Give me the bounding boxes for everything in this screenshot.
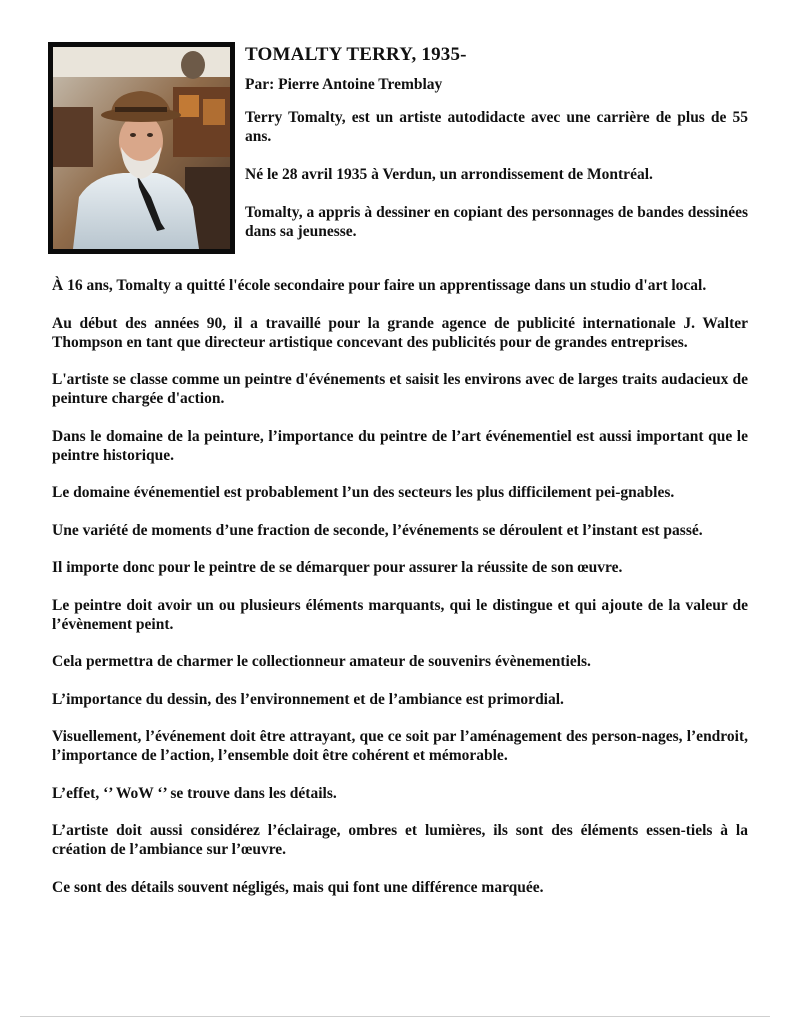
paragraph: À 16 ans, Tomalty a quitté l'école secondaire pour faire un apprentissage dans un studio d'art local. [52, 277, 707, 294]
paragraph: Au début des années 90, il a travaillé pour la grande agence de publicité internationale J. Walter Thompson en tant que directeur artistique concevant des publicités pour de grandes entreprises. [52, 314, 748, 351]
portrait-image [53, 47, 230, 249]
paragraph: Cela permettra de charmer le collectionneur amateur de souvenirs évènementiels. [52, 653, 591, 670]
paragraph: Dans le domaine de la peinture, l’importance du peintre de l’art événementiel est aussi important que le peintre historique. [52, 427, 748, 464]
paragraph: L’importance du dessin, des l’environnement et de l’ambiance est primordial. [52, 690, 564, 708]
paragraph: L'artiste se classe comme un peintre d'événements et saisit les environs avec de larges traits audacieux de peinture chargée d'action. [52, 371, 748, 407]
portrait-photo [48, 42, 235, 254]
byline: Par: Pierre Antoine Tremblay [245, 76, 443, 93]
paragraph: L’artiste doit aussi considérez l’éclairage, ombres et lumières, ils sont des éléments essen-tiels à la création de l’ambiance sur l’œuvre. [52, 822, 748, 858]
intro-paragraph: Terry Tomalty, est un artiste autodidacte avec une carrière de plus de 55 ans. [245, 109, 748, 145]
paragraph: Une variété de moments d’une fraction de seconde, l’événements se déroulent et l’instant est passé. [52, 521, 703, 539]
intro-paragraph: Tomalty, a appris à dessiner en copiant des personnages de bandes dessinées dans sa jeunesse. [245, 204, 748, 240]
paragraph: Il importe donc pour le peintre de se démarquer pour assurer la réussite de son œuvre. [52, 559, 623, 576]
page-title: TOMALTY TERRY, 1935- [245, 44, 467, 65]
intro-paragraph: Né le 28 avril 1935 à Verdun, un arrondissement de Montréal. [245, 166, 653, 183]
paragraph: Le peintre doit avoir un ou plusieurs éléments marquants, qui le distingue et qui ajoute de la valeur de l’évènement peint. [52, 596, 748, 633]
paragraph: Ce sont des détails souvent négligés, mais qui font une différence marquée. [52, 878, 544, 896]
intro-block [245, 44, 748, 260]
paragraph: Visuellement, l’événement doit être attrayant, que ce soit par l’aménagement des person-nages, l’endroit, l’importance de l’action, l’ensemble doit être cohérent et mémorable. [52, 728, 748, 764]
body-text [52, 276, 748, 915]
page-bottom-rule [20, 1016, 770, 1017]
paragraph: L’effet, ‘’ WoW ‘’ se trouve dans les détails. [52, 784, 337, 802]
paragraph: Le domaine événementiel est probablement l’un des secteurs les plus difficilement pei-gnables. [52, 484, 675, 501]
